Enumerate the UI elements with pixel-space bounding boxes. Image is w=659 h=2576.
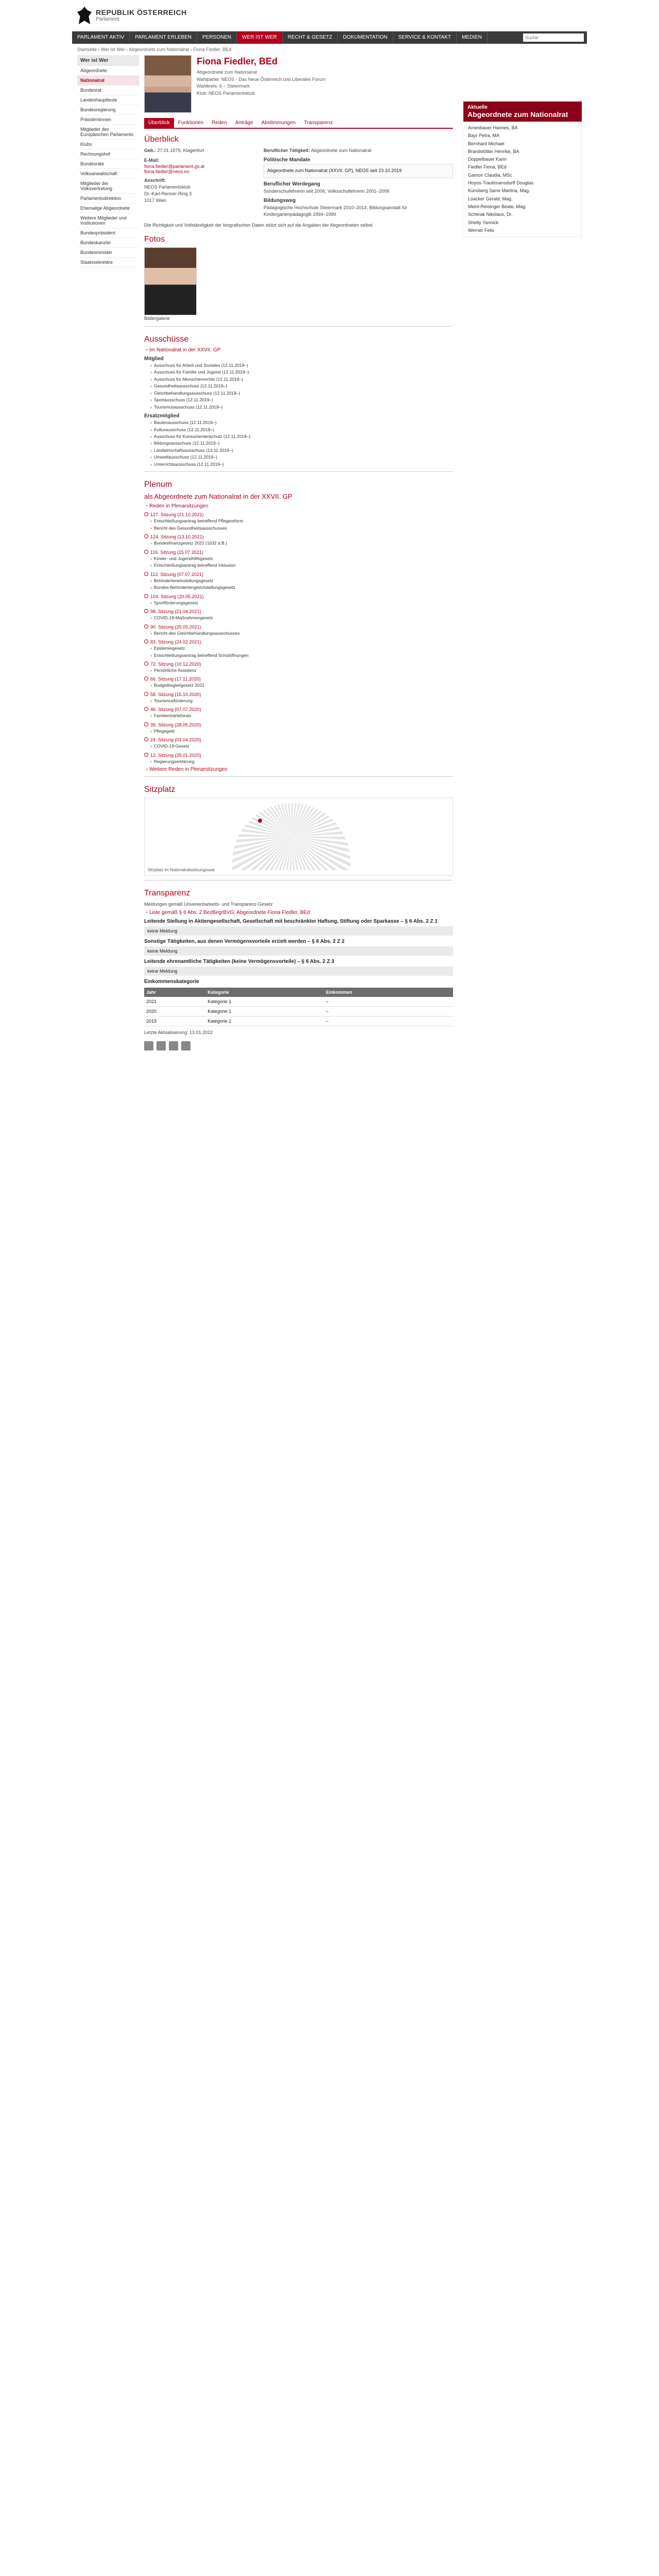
deputy-link[interactable]: Doppelbauer Karin [468,157,507,162]
gallery-photo[interactable] [144,247,197,315]
facebook-icon[interactable] [144,1041,153,1050]
tab-motions[interactable]: Anträge [235,120,253,126]
table-cell: – [324,1007,453,1016]
list-item[interactable]: › Tourismusausschuss (12.11.2019–) [150,404,453,410]
bullet-icon [144,639,148,643]
speech-item[interactable]: › Entschließungsantrag betreffend Inklusion [150,563,453,568]
more-speeches-label: Weitere Reden in Plenarsitzungen [149,767,228,773]
sidebar-item[interactable]: Mitglieder des Europäischen Parlaments [77,125,139,140]
session-label: 12. Sitzung (29.01.2020) [150,752,201,758]
list-item[interactable]: › Bildungsausschuss (12.11.2019–) [150,440,453,446]
tab-speeches[interactable]: Reden [212,120,227,126]
speech-item[interactable]: › Entschließungsantrag betreffend Schulöffnungen [150,653,453,658]
page-title: Fiona Fiedler, BEd [197,56,278,66]
list-item[interactable]: › Kulturausschuss (12.11.2019–) [150,427,453,433]
profile-tabs [144,118,453,129]
session-heading[interactable] [144,594,453,599]
income-table-title: Einkommenskategorie [144,979,199,985]
speeches-label: Reden in Plenarsitzungen [149,503,209,510]
deputy-link[interactable]: Amesbauer Hannes, BA [468,125,518,130]
session-heading[interactable] [144,707,453,712]
list-item[interactable]: › Sportausschuss (12.11.2019–) [150,397,453,403]
sidebar-item[interactable]: Landeshauptleute [77,95,139,105]
member-list [144,363,453,410]
career-text: Sonderschullehrerin seit 2006; Volksschullehrerin 2001–2006 [264,188,390,194]
portrait-photo [144,55,192,113]
list-item[interactable]: › Ausschuss für Konsumentenschutz (12.11.2019–) [150,434,453,439]
collapse-icon: − [145,910,148,916]
table-row [144,1016,453,1026]
table-cell: Kategorie 1 [205,1007,324,1016]
session-label: 90. Sitzung (25.03.2021) [150,624,201,630]
session-heading[interactable] [144,676,453,682]
session-label: 104. Sitzung (20.05.2021) [150,594,204,599]
seat-legend: Sitzplatz im Nationalratssitzungssaal [148,868,215,873]
sidebar-item[interactable]: Bundesrat [77,86,139,95]
sidebar-item[interactable]: Abgeordnete [77,66,139,76]
print-icon[interactable] [181,1041,190,1050]
deputy-link[interactable]: Meinl-Reisinger Beate, Mag. [468,204,527,209]
transparency-row1: Leitende Stellung in Aktiengesellschaft, Gesellschaft mit beschränkter Haftung, Stiftung oder Sparkasse – § 6 Abs. 2 Z 1 [144,919,438,925]
committees-subtitle: Im Nationalrat in der XXVII. GP [149,347,221,353]
email-label: E-Mail: [144,158,160,163]
seat-hemicycle [232,803,351,870]
session-heading[interactable] [144,737,453,742]
email-link-2[interactable]: fiona.fiedler@neos.eu [144,169,189,175]
speech-item[interactable]: › Bundesfinanzgesetz 2022 (1032 d.B.) [150,540,453,546]
speech-item[interactable]: › Epidemiegesetz [150,646,453,651]
session-label: 66. Sitzung (17.11.2020) [150,676,201,682]
mail-icon[interactable] [169,1041,178,1050]
table-cell: – [324,1016,453,1026]
deputy-link[interactable]: Bayr Petra, MA [468,133,500,139]
right-panel-small: Aktuelle [467,105,488,110]
sidebar-item[interactable]: Nationalrat [77,76,139,86]
bullet-icon [144,609,148,613]
session-heading[interactable] [144,550,453,555]
job-value: Abgeordnete zum Nationalrat [311,148,372,153]
committees-title: Ausschüsse [144,334,189,344]
table-cell: Kategorie 1 [205,1016,324,1026]
sidebar-item[interactable]: Bundeskanzler [77,238,139,248]
sessions-list [144,512,453,765]
transparency-row2: Sonstige Tätigkeiten, aus denen Vermögensvorteile erzielt werden – § 6 Abs. 2 Z 2 [144,939,345,945]
born-label: Geb.: [144,148,157,153]
session-label: 39. Sitzung (28.05.2020) [150,722,201,727]
email-link-1[interactable]: fiona.fiedler@parlament.gv.at [144,164,205,170]
collapse-icon: − [145,503,148,510]
bullet-icon [144,550,148,554]
address-line: NEOS Parlamentsklub [144,184,191,190]
transparency-accordion[interactable] [144,910,453,916]
session-label: 46. Sitzung (07.07.2020) [150,707,201,713]
table-cell: 2021 [144,997,205,1007]
profile-line2: Wahlpartei: NEOS - Das Neue Österreich und Liberales Forum [197,76,326,82]
table-row [144,1007,453,1016]
session-heading[interactable] [144,534,453,539]
session-label: 83. Sitzung (24.02.2021) [150,639,201,645]
speech-item[interactable]: › Familienhärtefonds [150,713,453,719]
tab-votes[interactable]: Abstimmungen [261,120,296,126]
sidebar-item[interactable]: Bundesminister [77,248,139,258]
sidebar-item[interactable]: Bundesräte [77,159,139,169]
list-item[interactable]: › Unterrichtsausschuss (12.11.2019–) [150,462,453,467]
share-bar [144,1041,453,1050]
profile-line3: Wahlkreis: 6 – Steiermark [197,83,250,89]
session-heading[interactable] [144,753,453,758]
deputy-link[interactable]: Hoyos-Trauttmansdorff Douglas [468,180,534,186]
bullet-icon [144,594,148,598]
sidebar-item[interactable]: Parlamentsdirektion [77,194,139,204]
edu-title: Bildungsweg [264,197,296,204]
nav-item[interactable]: MEDIEN [457,31,488,44]
session-heading[interactable] [144,512,453,517]
table-header: Einkommen [324,988,453,997]
plenary-subtitle: als Abgeordnete zum Nationalrat in der XXVII. GP [144,493,292,501]
bullet-icon [144,624,148,629]
speech-item[interactable]: › Regierungserklärung [150,759,453,765]
sidebar-item[interactable]: Bundesregierung [77,105,139,115]
plenary-title: Plenum [144,480,172,489]
tab-functions[interactable]: Funktionen [178,120,204,126]
deputy-link[interactable]: Gamon Claudia, MSc [468,172,512,178]
list-item[interactable]: › Gleichbehandlungsausschuss (12.11.2019–) [150,391,453,396]
nav-item[interactable]: PARLAMENT AKTIV [72,31,130,44]
table-footnote: Letzte Aktualisierung: 13.01.2022 [144,1030,213,1036]
bullet-icon [144,512,148,516]
sidebar-item[interactable]: Mitglieder der Volksvertretung [77,179,139,194]
member-label: Mitglied [144,355,164,362]
speech-item[interactable]: › Bericht des Gesundheitsausschusses [150,526,453,531]
overview-title: Überblick [144,135,179,144]
session-label: 58. Sitzung (15.10.2020) [150,691,201,697]
deputy-link[interactable]: Brandstötter Henrike, BA [468,148,519,154]
seat-plan [144,798,453,876]
session-label: 127. Sitzung (21.10.2021) [150,512,204,518]
sidebar-item[interactable]: Ehemalige Abgeordnete [77,204,139,213]
speech-item[interactable]: › Bericht des Gleichbehandlungsausschusses [150,631,453,636]
sidebar-item[interactable]: Staatssekretäre [77,258,139,267]
list-item[interactable]: › Landwirtschaftsausschuss (12.11.2019–) [150,448,453,453]
session-heading[interactable] [144,572,453,577]
table-header: Jahr [144,988,205,997]
speech-item[interactable]: › Persönliche Assistenz [150,668,453,673]
sidebar-item[interactable]: Rechnungshof [77,149,139,159]
transparency-row1-value: keine Meldung [144,926,453,936]
list-item[interactable]: › Ausschuss für Arbeit und Soziales (12.11.2019–) [150,363,453,368]
transparency-row3-value: keine Meldung [144,967,453,976]
brand[interactable] [96,8,187,23]
speech-item[interactable]: › COVID-19-Gesetz [150,743,453,749]
speech-item[interactable]: › Bundes-Behindertengleichstellungsgesetz [150,585,453,590]
right-panel-header[interactable] [463,101,582,122]
search-input[interactable] [523,33,584,42]
table-cell: 2019 [144,1016,205,1026]
speech-item[interactable]: › Pflegegeld [150,728,453,734]
right-panel-big: Abgeordnete zum Nationalrat [467,110,568,118]
tab-overview[interactable]: Überblick [144,118,174,128]
bullet-icon [144,692,148,696]
nav-item-active[interactable]: WER IST WER [237,31,283,44]
sidebar-item[interactable]: Präsidentinnen [77,115,139,125]
transparency-title: Transparenz [144,889,190,898]
list-item[interactable]: › Bautenausschuss (12.11.2019–) [150,420,453,426]
speech-item[interactable]: › Budgetbegleitgesetz 2021 [150,683,453,688]
nav-item[interactable]: SERVICE & KONTAKT [393,31,457,44]
address-line: Dr.-Karl-Renner-Ring 3 [144,191,192,197]
job-label: Beruflicher Tätigkeit: [264,148,310,153]
sub-label: Ersatzmitglied [144,413,180,419]
twitter-icon[interactable] [157,1041,166,1050]
table-cell: Kategorie 1 [205,997,324,1007]
sidebar-item[interactable]: Weitere Mitglieder und Institutionen [77,213,139,228]
speeches-accordion[interactable] [144,503,453,509]
income-table [144,988,453,1026]
political-title: Politische Mandate [264,157,310,163]
nav-item[interactable]: DOKUMENTATION [338,31,393,44]
deputy-link[interactable]: Fiedler Fiona, BEd [468,164,507,170]
brand-line1: REPUBLIK ÖSTERREICH [96,8,187,16]
career-title: Beruflicher Werdegang [264,181,320,187]
session-heading[interactable] [144,692,453,697]
speech-item[interactable]: › Tourismusförderung [150,698,453,704]
speech-item[interactable]: › COVID-19-Maßnahmengesetz [150,615,453,621]
table-header: Kategorie [205,988,324,997]
bullet-icon [144,572,148,576]
right-panel-list [463,122,582,237]
session-label: 124. Sitzung (13.10.2021) [150,534,204,540]
bio-note: Die Richtigkeit und Vollständigkeit der biografischen Daten stützt sich auf die Angaben der Abgeordneten selbst. [144,222,374,228]
list-item[interactable]: › Gesundheitsausschuss (12.11.2019–) [150,383,453,389]
arrow-icon: › [146,767,148,773]
transparency-row3: Leitende ehrenamtliche Tätigkeiten (keine Vermögensvorteile) – § 6 Abs. 2 Z 3 [144,959,335,965]
session-label: 72. Sitzung (10.12.2020) [150,661,201,667]
bullet-icon [144,676,148,681]
table-cell: 2020 [144,1007,205,1016]
sidebar-item[interactable]: Volksanwaltschaft [77,169,139,179]
list-item[interactable]: › Ausschuss für Menschenrechte (12.11.2019–) [150,377,453,382]
bullet-icon [144,662,148,666]
main-content [144,55,453,1056]
bullet-icon [144,534,148,538]
right-panel [463,55,582,1056]
table-row [144,997,453,1007]
eagle-logo-icon[interactable] [77,7,92,24]
deputy-link[interactable]: Scherak Nikolaus, Dr. [468,212,513,217]
list-item[interactable]: › Ausschuss für Familie und Jugend (12.11.2019–) [150,369,453,375]
address-line: 1017 Wien [144,198,167,204]
sidebar-item[interactable]: Klubs [77,140,139,149]
header [72,0,587,31]
more-speeches-link[interactable] [144,767,453,772]
sub-list [144,420,453,467]
deputy-link[interactable]: Künsberg Sarre Martina, Mag. [468,188,530,194]
born-value: 27.01.1979, Klagenfurt [157,148,204,153]
nav-item[interactable]: PARLAMENT ERLEBEN [130,31,197,44]
committees-accordion[interactable] [144,347,453,353]
session-heading[interactable] [144,609,453,614]
breadcrumb[interactable]: Startseite › Wer ist Wer › Abgeordnete zum Nationalrat › Fiona Fiedler, BEd [77,47,232,52]
session-heading[interactable] [144,662,453,667]
brand-line2: Parlament [96,16,119,23]
bullet-icon [144,737,148,741]
speech-item[interactable]: › Sportförderungsgesetz [150,600,453,606]
political-box: Abgeordnete zum Nationalrat (XXVII. GP), NEOS seit 23.10.2019 [264,164,453,178]
address-label: Anschrift: [144,178,166,183]
photo-title: Fotos [144,234,165,244]
profile-line1: Abgeordnete zum Nationalrat [197,70,257,75]
bullet-icon [144,707,148,711]
transparency-list-title: Liste gemäß § 6 Abs. 2 BezBegrBVG: Abgeordnete Fiona Fiedler, BEd [149,910,310,916]
session-heading[interactable] [144,639,453,645]
collapse-icon: − [145,347,148,353]
deputy-link[interactable]: Loacker Gerald, Mag. [468,196,513,201]
speech-item[interactable]: › Entschließungsantrag betreffend Pflegereform [150,518,453,524]
edu-text: Pädagogische Hochschule Steiermark 2010–2014; Bildungsanstalt für Kindergartenpädagogik 1994–1999 [264,205,408,217]
deputy-link[interactable]: Werner Felix [468,227,494,233]
table-cell: – [324,997,453,1007]
bullet-icon [144,722,148,726]
nav-item[interactable]: RECHT & GESETZ [283,31,338,44]
list-item[interactable]: › Umweltausschuss (12.11.2019–) [150,454,453,460]
profile-line4: Klub: NEOS Parlamentsklub [197,90,255,96]
sidebar-item[interactable]: Bundespräsident [77,228,139,238]
sidebar [77,55,139,1056]
seat-title: Sitzplatz [144,785,176,794]
session-label: 116. Sitzung (15.07.2021) [150,549,203,555]
session-label: 112. Sitzung (07.07.2021) [150,571,203,577]
session-label: 98. Sitzung (21.04.2021) [150,609,201,615]
session-label: 24. Sitzung (03.04.2020) [150,737,201,743]
main-nav [72,31,587,44]
bullet-icon [144,753,148,757]
sidebar-title: Wer ist Wer [77,55,139,66]
deputy-link[interactable]: Bernhard Michael [468,141,505,146]
session-heading[interactable] [144,722,453,727]
speech-item[interactable]: › Behinderteneinstellungsgesetz [150,578,453,584]
gallery-caption[interactable]: Bildergalerie [144,315,170,321]
nav-item[interactable]: PERSONEN [197,31,237,44]
transparency-row2-value: keine Meldung [144,946,453,956]
tab-transparency[interactable]: Transparenz [304,120,333,126]
deputy-link[interactable]: Shetty Yannick [468,219,499,225]
speech-item[interactable]: › Kinder- und Jugendhilfegesetz [150,556,453,562]
transparency-intro: Meldungen gemäß Unvereinbarkeits- und Transparenz-Gesetz [144,902,273,907]
session-heading[interactable] [144,624,453,630]
sidebar-list [77,66,139,267]
